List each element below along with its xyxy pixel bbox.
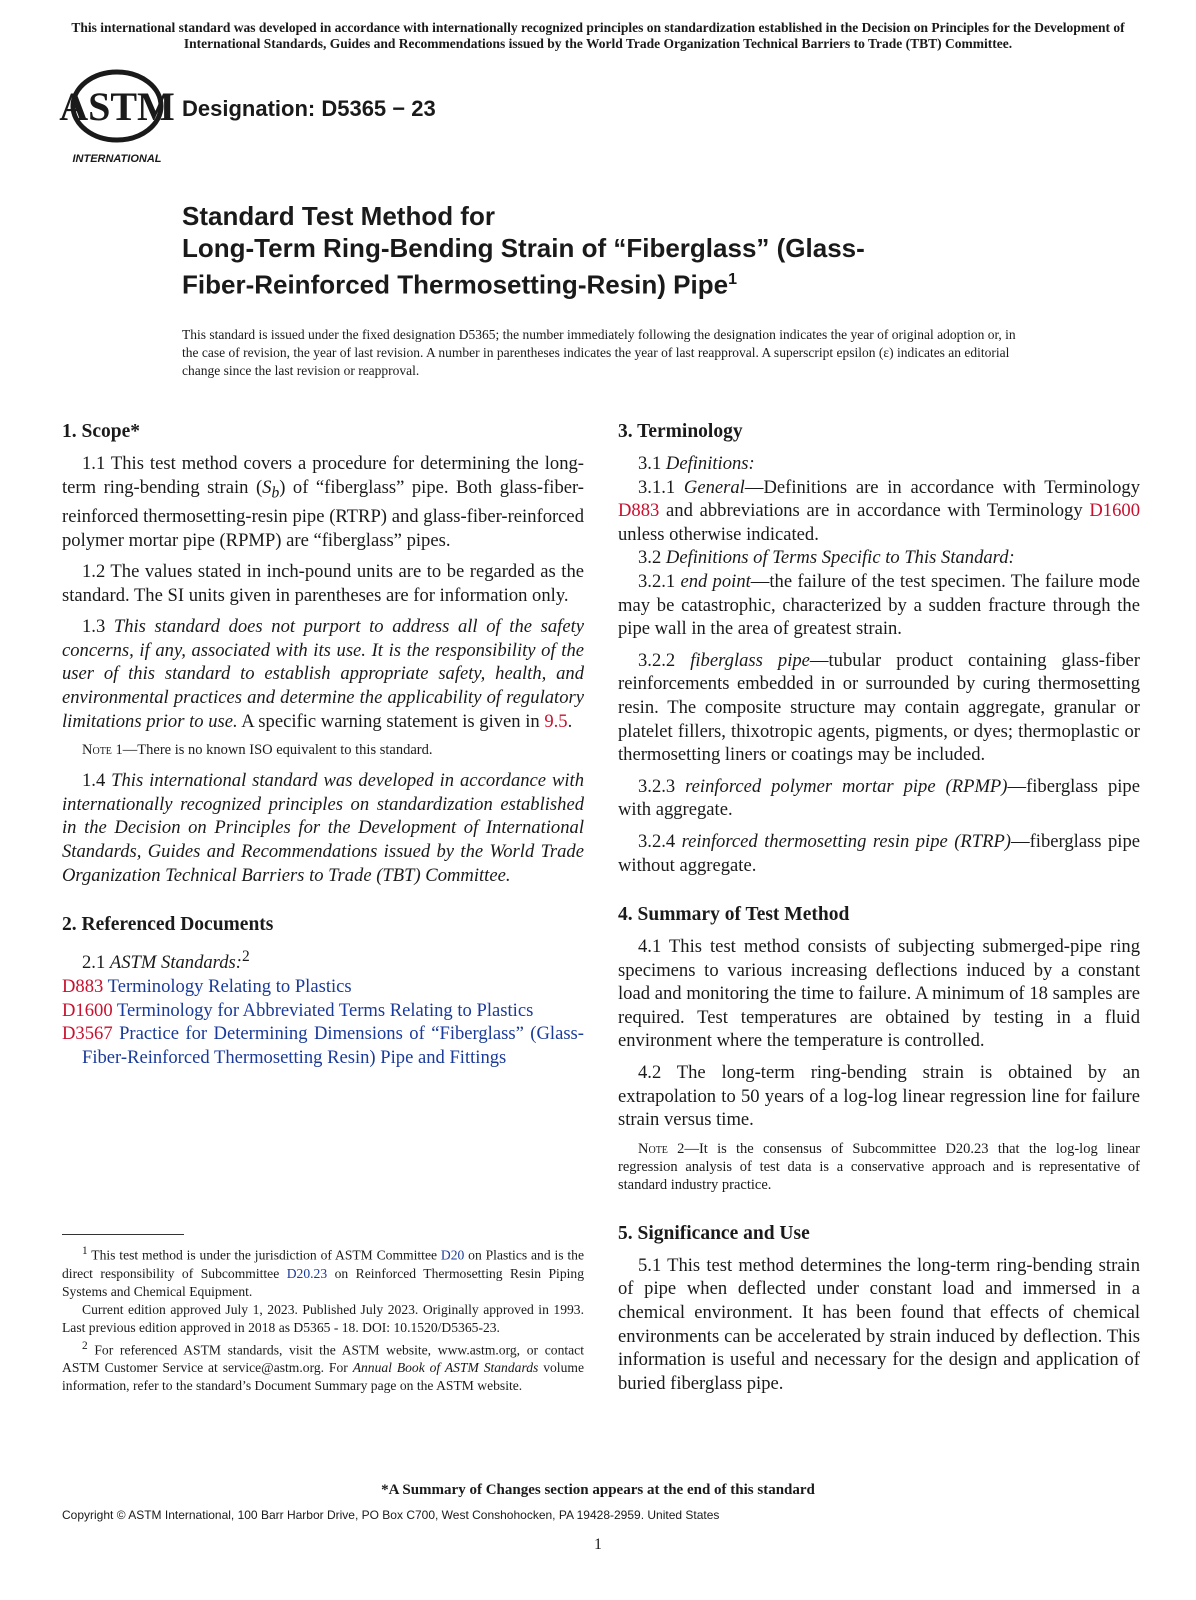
- link-d1600[interactable]: D1600: [1089, 500, 1140, 522]
- para-3-1: 3.1 Definitions:: [638, 453, 755, 474]
- para-1-2: 1.2 The values stated in inch-pound units are to be regarded as the standard. The SI units given in parentheses are for information only.: [62, 561, 584, 606]
- summary-of-changes-note: *A Summary of Changes section appears at the end of this standard: [381, 1482, 815, 1498]
- logo-subtitle: INTERNATIONAL: [72, 153, 162, 165]
- left-column: [62, 420, 584, 1069]
- section-1-heading: 1. Scope*: [62, 421, 140, 442]
- title-line-3: Fiber-Reinforced Thermosetting-Resin) Pipe: [182, 269, 729, 300]
- footnote-1-edition: Current edition approved July 1, 2023. Published July 2023. Originally approved in 1993. Last previous edition approved in 2018 as D5365 - 18. DOI: 10.1520/D5365-23.: [62, 1301, 584, 1335]
- section-2-heading: 2. Referenced Documents: [62, 914, 274, 936]
- ref-d1600[interactable]: D1600 Terminology for Abbreviated Terms Relating to Plastics: [62, 999, 534, 1021]
- para-1-4: 1.4 This international standard was developed in accordance with internationally recognized principles on standardization established in the Decision on Principles for the Development of International Standards, Guides and Recommendations issued by the World Trade Organization Technical Barriers to Trade (TBT) Committee.: [62, 770, 585, 886]
- astm-logo: [59, 70, 175, 166]
- footnote-rule: [62, 1234, 184, 1235]
- para-3-2: 3.2 Definitions of Terms Specific to This Standard:: [638, 547, 1015, 569]
- title-line-1: Standard Test Method for: [182, 201, 495, 231]
- para-1-3: 1.3 This standard does not purport to address all of the safety concerns, if any, associated with its use. It is the responsibility of the user of this standard to establish appropriate safety, health, and environmental practices and determine the applicability of regulatory limitations prior to use. A specific warning statement is given in 9.5.: [62, 616, 585, 732]
- wto-notice: This international standard was developed in accordance with internationally recognized principles on standardization established in the Decision on Principles for the Development of International Standards, Guides and Recommendations issued by the World Trade Organization Technical Barriers to Trade (TBT) Committee.: [71, 20, 1125, 51]
- para-2-1: 2.1 ASTM Standards:$^2$: [82, 948, 250, 974]
- para-4-2: 4.2 The long-term ring-bending strain is obtained by an extrapolation to 50 years of a log-log linear regression line for failure strain versus time.: [618, 1062, 1140, 1131]
- para-4-1: 4.1 This test method consists of subjecting submerged-pipe ring specimens to various increasing deflections induced by a constant load and monitoring the time to failure. A minimum of 18 samples are required. Test temperatures are obtained by testing in a fluid environment where the temperature is controlled.: [618, 936, 1140, 1052]
- note-2: Note 2—It is the consensus of Subcommittee D20.23 that the log-log linear regression analysis of test data is a conservative approach and is representative of standard industry practice.: [618, 1140, 1140, 1193]
- ref-d883[interactable]: D883 Terminology Relating to Plastics: [62, 976, 352, 997]
- document-title: [182, 200, 865, 301]
- note-1: Note 1—There is no known ISO equivalent to this standard.: [82, 742, 433, 759]
- para-3-2-2: 3.2.2 fiberglass pipe—tubular product containing glass-fiber reinforcements embedded in or surrounded by curing thermosetting resin. The composite structure may contain aggregate, granular or platelet fillers, thixotropic agents, pigments, or dyes; thermoplastic or thermosetting liners or coatings may be included.: [618, 649, 1140, 766]
- section-4-heading: 4. Summary of Test Method: [618, 904, 850, 926]
- issuance-statement: This standard is issued under the fixed designation D5365; the number immediately following the designation indicates the year of original adoption or, in the case of revision, the year of last revision. A number in parentheses indicates the year of last reapproval. A superscript epsilon (ε) indicates an editorial change since the last revision or reapproval.: [182, 327, 1016, 378]
- copyright: Copyright © ASTM International, 100 Barr Harbor Drive, PO Box C700, West Conshohocken, PA 19428-2959. United States: [62, 1508, 720, 1522]
- section-3-heading: 3. Terminology: [618, 421, 743, 442]
- footnotes: [62, 1242, 584, 1395]
- title-footnote-mark: 1: [728, 271, 737, 288]
- link-d883[interactable]: D883: [618, 500, 660, 522]
- link-d20-23[interactable]: D20.23: [286, 1265, 328, 1281]
- link-d20[interactable]: D20: [440, 1247, 465, 1263]
- para-3-2-1: 3.2.1 end point—the failure of the test specimen. The failure mode may be catastrophic, characterized by a sudden fracture through the pipe wall in the area of greatest strain.: [618, 570, 1141, 640]
- ref-d3567[interactable]: D3567 Practice for Determining Dimensions of “Fiberglass” (Glass-Fiber-Reinforced Thermosetting Resin) Pipe and Fittings: [62, 1023, 584, 1068]
- logo-mark: ASTM: [59, 84, 175, 129]
- footnote-2: $^2$ For referenced ASTM standards, visit the ASTM website, www.astm.org, or contact ASTM Customer Service at service@astm.org. For Annual Book of ASTM Standards volume information, refer to the standard’s Document Summary page on the ASTM website.: [62, 1339, 584, 1394]
- section-5-heading: 5. Significance and Use: [618, 1222, 810, 1244]
- link-9-5[interactable]: 9.5: [544, 710, 568, 732]
- right-column: [618, 420, 1140, 1403]
- para-5-1: 5.1 This test method determines the long-term ring-bending strain of pipe when deflected under constant load and immersed in a chemical environment. It has been found that effects of chemical environments can be accelerated by strain induced by deflection. This information is useful and necessary for the design and application of buried fiberglass pipe.: [618, 1254, 1140, 1394]
- footnote-1: $^1$ This test method is under the jurisdiction of ASTM Committee D20 on Plastics and is the direct responsibility of Subcommittee D20.23 on Reinforced Thermosetting Resin Piping Systems and Chemical Equipment.: [62, 1245, 584, 1299]
- page-number: 1: [594, 1536, 602, 1553]
- para-3-2-3: 3.2.3 reinforced polymer mortar pipe (RPMP)—fiberglass pipe with aggregate.: [618, 775, 1140, 821]
- para-3-2-4: 3.2.4 reinforced thermosetting resin pipe (RTRP)—fiberglass pipe without aggregate.: [618, 830, 1140, 876]
- para-3-1-1: 3.1.1 General—Definitions are in accordance with Terminology D883 and abbreviations are in accordance with Terminology D1600 unless otherwise indicated.: [618, 476, 1140, 545]
- designation: Designation: D5365 − 23: [182, 96, 436, 121]
- title-line-2: Long-Term Ring-Bending Strain of “Fiberglass” (Glass-: [182, 233, 865, 263]
- para-1-1: 1.1 This test method covers a procedure for determining the long-term ring-bending strain $(S_b)$ of “fiberglass” pipe. Both glass-fiber-reinforced thermosetting-resin pipe (RTRP) and glass-fiber-reinforced polymer mortar pipe (RPMP) are “fiberglass” pipes.: [62, 453, 584, 551]
